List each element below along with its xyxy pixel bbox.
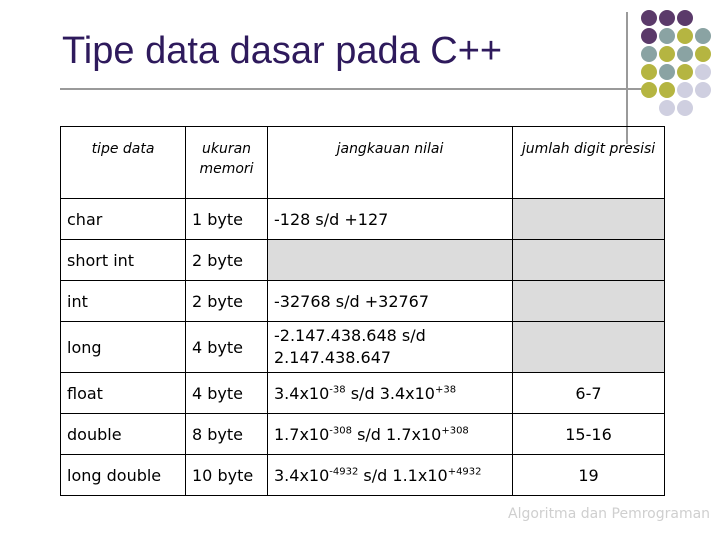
- dot-icon: [695, 28, 711, 44]
- cell-range: [268, 199, 513, 240]
- slide-title: Tipe data dasar pada C++: [62, 30, 503, 72]
- cell-type: long: [61, 322, 186, 373]
- range-text: -2.147.438.648 s/d 2.147.438.647: [274, 326, 426, 367]
- range-text: -32768 s/d +32767: [274, 291, 430, 311]
- dot-icon: [659, 10, 675, 26]
- data-type-table: [60, 126, 665, 496]
- cell-range: [268, 322, 513, 373]
- table-row: [61, 455, 665, 496]
- cell-digits: [513, 281, 665, 322]
- decorative-horizontal-line: [60, 88, 646, 90]
- table-row: [61, 322, 665, 373]
- table-row: [61, 414, 665, 455]
- cell-range: $3.4x10^{-4932}$ s/d $1.1x10^{+4932}$: [268, 455, 513, 496]
- dot-icon: [659, 82, 675, 98]
- dot-icon: [641, 64, 657, 80]
- table-row: [61, 199, 665, 240]
- cell-digits: 15-16: [513, 414, 665, 455]
- cell-type: double: [61, 414, 186, 455]
- decorative-vertical-line: [626, 12, 628, 144]
- dot-icon: [659, 64, 675, 80]
- dot-icon: [677, 64, 693, 80]
- cell-digits: [513, 322, 665, 373]
- cell-digits: 19: [513, 455, 665, 496]
- dot-icon: [695, 64, 711, 80]
- dot-icon: [677, 100, 693, 116]
- dot-icon: [641, 46, 657, 62]
- decorative-dot-grid: [637, 10, 720, 112]
- cell-range: $3.4x10^{-38}$ s/d $3.4x10^{+38}$: [268, 373, 513, 414]
- dot-icon: [641, 10, 657, 26]
- dot-icon: [641, 82, 657, 98]
- table-row: [61, 240, 665, 281]
- range-text: -128 s/d +127: [274, 209, 389, 229]
- footer-text: Algoritma dan Pemrograman: [508, 506, 711, 522]
- cell-type: int: [61, 281, 186, 322]
- dot-icon: [695, 82, 711, 98]
- cell-size: 1 byte: [186, 199, 268, 240]
- cell-type: float: [61, 373, 186, 414]
- cell-digits: [513, 240, 665, 281]
- dot-icon: [695, 46, 711, 62]
- dot-icon: [659, 46, 675, 62]
- dot-icon: [641, 28, 657, 44]
- cell-digits: 6-7: [513, 373, 665, 414]
- cell-size: 10 byte: [186, 455, 268, 496]
- dot-icon: [659, 28, 675, 44]
- header-type: tipe data: [61, 127, 186, 199]
- table-row: [61, 281, 665, 322]
- cell-range: $1.7x10^{-308}$ s/d $1.7x10^{+308}$: [268, 414, 513, 455]
- dot-icon: [677, 10, 693, 26]
- dot-icon: [677, 28, 693, 44]
- cell-digits: [513, 199, 665, 240]
- cell-size: 2 byte: [186, 281, 268, 322]
- cell-type: long double: [61, 455, 186, 496]
- cell-size: 8 byte: [186, 414, 268, 455]
- header-digits: jumlah digit presisi: [513, 127, 665, 199]
- header-size: ukuran memori: [186, 127, 268, 199]
- cell-range: [268, 240, 513, 281]
- header-range: jangkauan nilai: [268, 127, 513, 199]
- dot-icon: [677, 82, 693, 98]
- cell-type: char: [61, 199, 186, 240]
- cell-size: 4 byte: [186, 322, 268, 373]
- cell-range: [268, 281, 513, 322]
- dot-icon: [659, 100, 675, 116]
- cell-type: short int: [61, 240, 186, 281]
- table-header-row: [61, 127, 665, 199]
- table-row: [61, 373, 665, 414]
- cell-size: 2 byte: [186, 240, 268, 281]
- dot-icon: [677, 46, 693, 62]
- cell-size: 4 byte: [186, 373, 268, 414]
